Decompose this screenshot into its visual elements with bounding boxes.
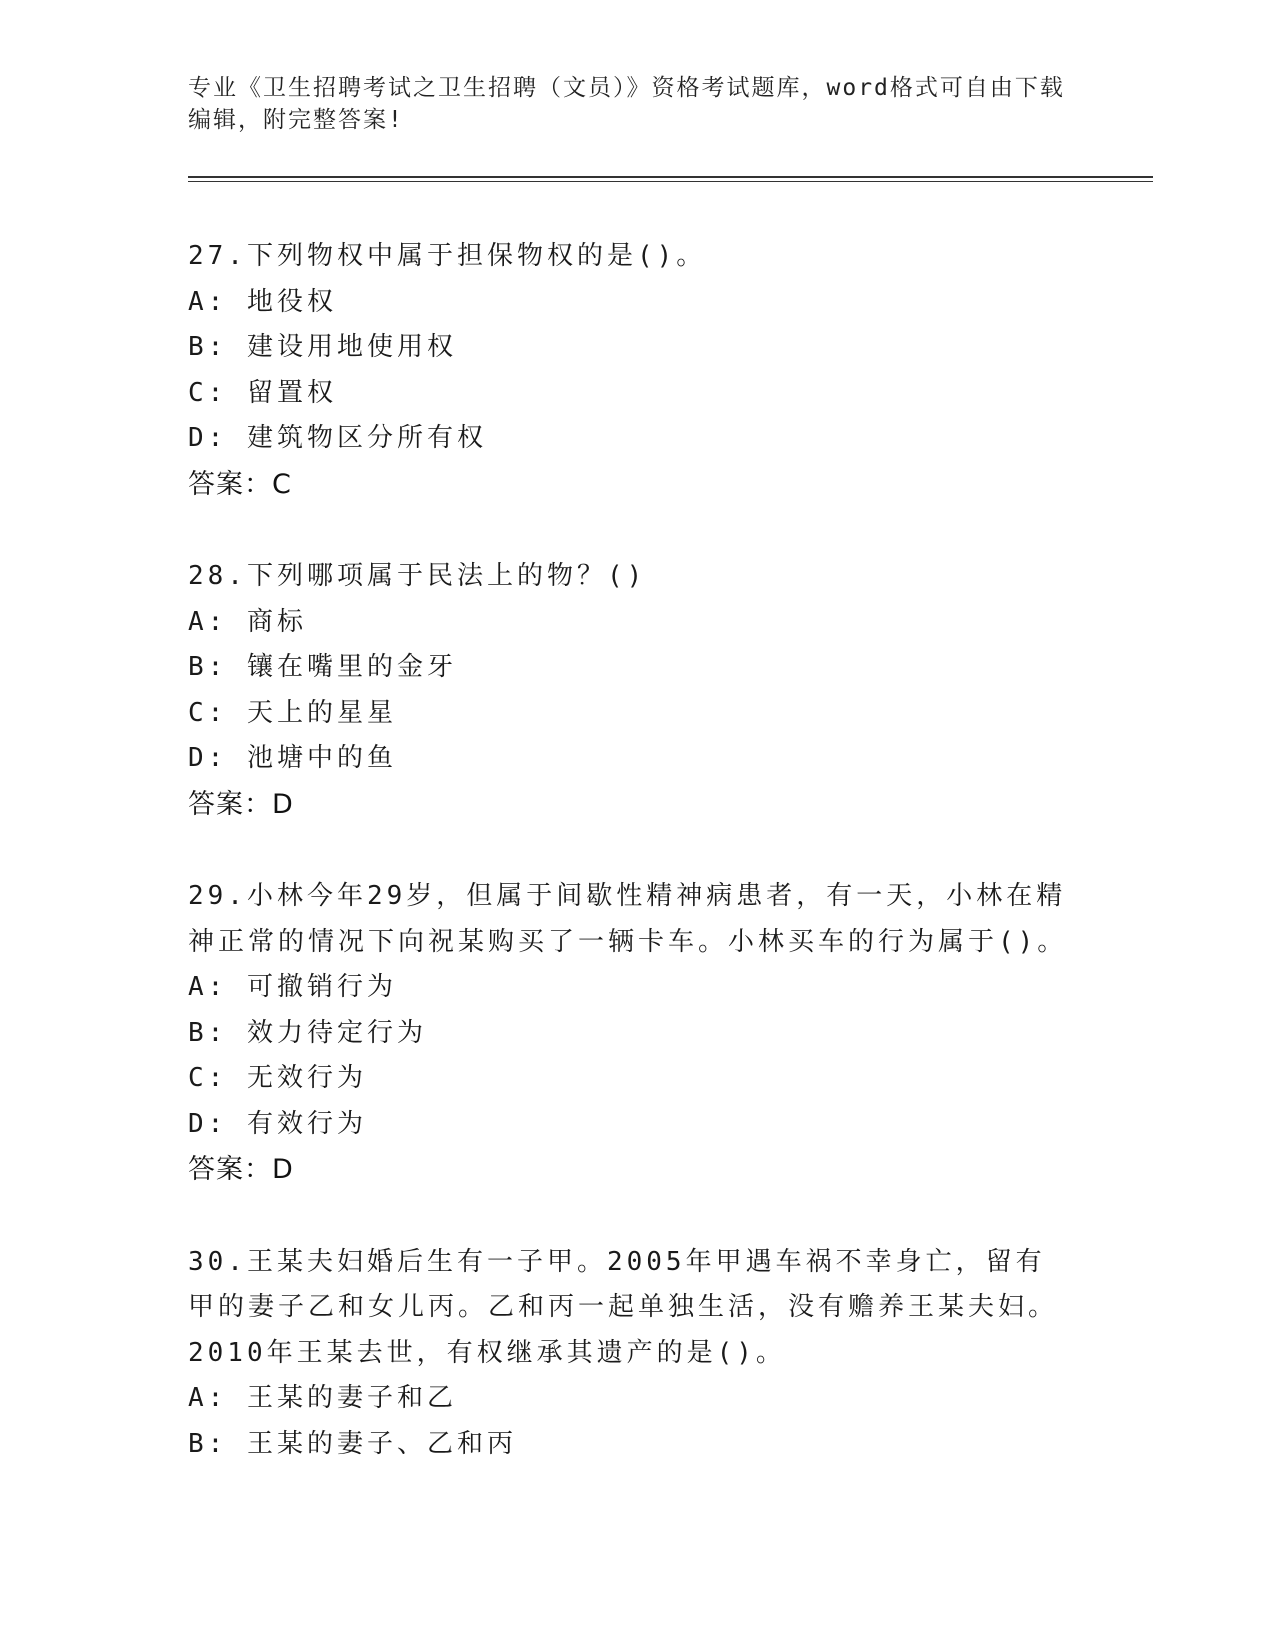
option-d: D: 建筑物区分所有权 bbox=[188, 423, 487, 453]
header-title-line1: 专业《卫生招聘考试之卫生招聘（文员）》资格考试题库，word格式可自由下载 bbox=[188, 75, 1065, 101]
question-list bbox=[188, 234, 1068, 1514]
header-title-line2: 编辑，附完整答案! bbox=[188, 107, 404, 133]
option-b: B: 镶在嘴里的金牙 bbox=[188, 652, 457, 682]
question-stem: 29.小林今年29岁，但属于间歇性精神病患者，有一天，小林在精神正常的情况下向祝某购买了一辆卡车。小林买车的行为属于()。 bbox=[188, 881, 1068, 957]
option-d: D: 有效行为 bbox=[188, 1108, 367, 1139]
option-c: C: 留置权 bbox=[188, 377, 337, 408]
question-30 bbox=[188, 1240, 1068, 1468]
answer-label: 答案：D bbox=[188, 1154, 294, 1185]
header-divider-secondary bbox=[188, 181, 1153, 182]
option-b: B: 建设用地使用权 bbox=[188, 332, 457, 362]
option-b: B: 王某的妻子、乙和丙 bbox=[188, 1428, 517, 1459]
option-b: B: 效力待定行为 bbox=[188, 1017, 427, 1048]
option-a: A: 地役权 bbox=[188, 286, 337, 317]
document-header bbox=[188, 72, 1068, 136]
question-27 bbox=[188, 234, 1068, 507]
header-divider bbox=[188, 176, 1153, 178]
option-a: A: 王某的妻子和乙 bbox=[188, 1383, 457, 1413]
option-c: C: 天上的星星 bbox=[188, 697, 397, 728]
question-stem: 28.下列哪项属于民法上的物？() bbox=[188, 561, 647, 591]
option-d: D: 池塘中的鱼 bbox=[188, 743, 397, 773]
option-a: A: 可撤销行为 bbox=[188, 972, 397, 1002]
answer-label: 答案：D bbox=[188, 788, 294, 820]
question-stem: 27.下列物权中属于担保物权的是()。 bbox=[188, 241, 707, 271]
answer-label: 答案：C bbox=[188, 468, 292, 500]
option-c: C: 无效行为 bbox=[188, 1063, 367, 1093]
option-a: A: 商标 bbox=[188, 606, 307, 637]
question-29 bbox=[188, 874, 1068, 1193]
question-28 bbox=[188, 554, 1068, 827]
question-stem: 30.王某夫妇婚后生有一子甲。2005年甲遇车祸不幸身亡，留有甲的妻子乙和女儿丙。乙和丙一起单独生活，没有赡养王某夫妇。2010年王某去世，有权继承其遗产的是()。 bbox=[188, 1246, 1059, 1368]
